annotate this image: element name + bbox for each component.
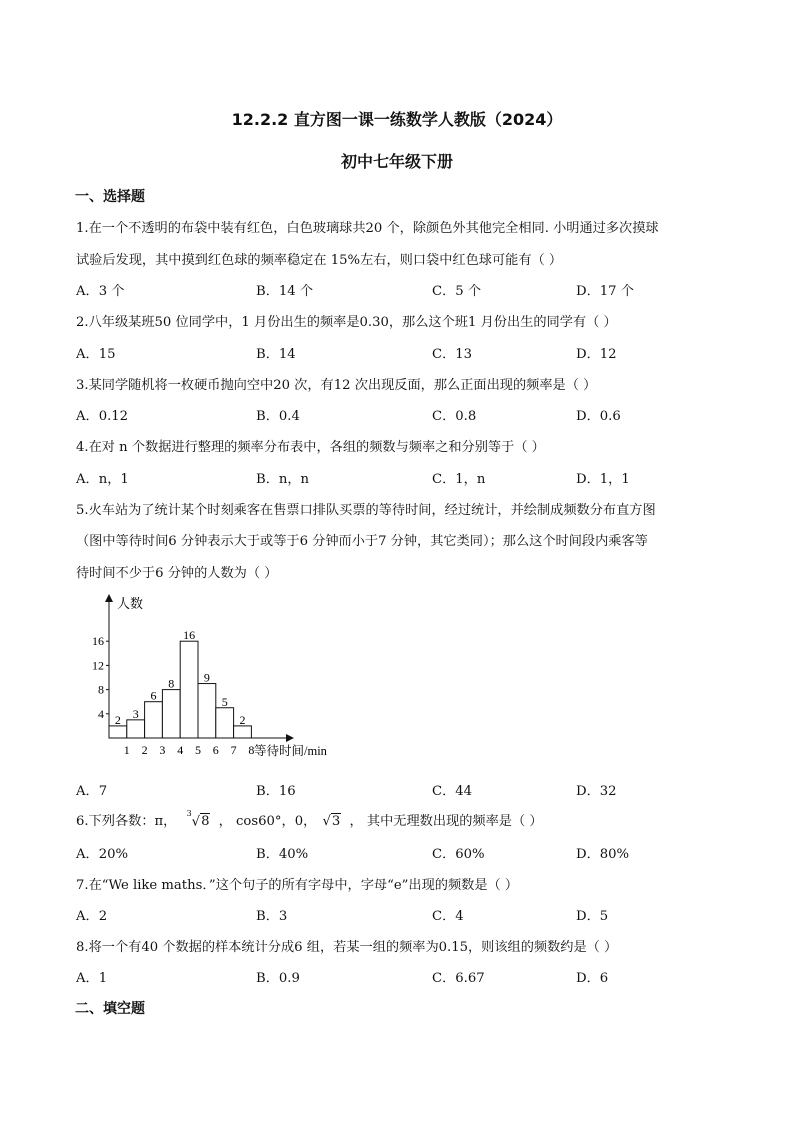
y-tick-label-4: 4 [98,706,104,721]
histogram-bar-8 [234,726,252,738]
histogram-bar-2 [127,720,145,738]
question-8-option-b: B．0.9 [256,971,300,986]
question-7-option-a: A．2 [76,909,108,924]
x-tick-label-2: 2 [141,743,148,757]
x-tick-label-6: 6 [212,743,219,757]
histogram-bar-4 [162,690,180,738]
y-tick-label-12: 12 [92,658,104,673]
radicand-3: 3 [331,814,341,829]
y-axis-title: 人数 [117,596,144,611]
cube-root-index: 3 [186,808,192,818]
histogram-bar-1 [109,726,127,738]
question-1-option-d: D．17 个 [576,284,634,299]
question-7-option-b: B．3 [256,909,288,924]
question-3-option-d: D．0.6 [576,409,621,424]
y-tick-label-16: 16 [92,634,104,649]
question-7-option-d: D．5 [576,909,609,924]
y-tick-label-8: 8 [98,682,104,697]
question-4-option-c: C．1，n [432,472,486,487]
histogram-bar-label-1: 2 [114,712,121,727]
histogram-bar-6 [198,684,216,738]
question-2-option-c: C．13 [432,347,473,362]
x-tick-label-5: 5 [195,743,201,757]
question-1-option-c: C．5 个 [432,284,482,299]
question-6-option-a: A．20% [76,847,129,862]
question-5-option-b: B．16 [256,784,296,799]
histogram-bar-7 [216,708,234,738]
question-5-line-1: 5.火车站为了统计某个时刻乘客在售票口排队买票的等待时间，经过统计，并绘制成频数分布直方图 [76,503,656,518]
radicand-8: 8 [201,814,210,829]
question-2-option-b: B．14 [256,347,296,362]
question-2-option-d: D．12 [576,347,617,362]
question-5-option-c: C．44 [432,784,473,799]
histogram-bar-5 [180,641,198,738]
histogram-bar-label-4: 8 [168,676,175,691]
x-tick-label-1: 1 [123,743,130,757]
histogram-chart [80,588,350,763]
question-6-option-c: C．60% [432,847,485,862]
question-6-option-d: D．80% [576,847,630,862]
cube-root-8 [186,808,211,829]
section-heading-fill-in: 二、填空题 [75,1001,145,1017]
question-5-option-a: A．7 [76,784,108,799]
question-6-option-b: B．40% [256,847,309,862]
question-6-text-part-3: ， 其中无理数出现的频率是（ ） [349,814,543,829]
question-4-option-b: B．n，n [256,472,310,487]
x-tick-label-8: 8 [248,743,255,757]
histogram-bar-label-3: 6 [150,688,157,703]
document-subtitle: 初中七年级下册 [340,152,453,171]
question-3-option-b: B．0.4 [256,409,300,424]
question-8-option-c: C．6.67 [432,971,485,986]
histogram-bar-3 [145,702,163,738]
question-5-option-d: D．32 [576,784,617,799]
question-6-text-part-2: ， cos60°，0， [218,814,317,829]
question-4-line-1: 4.在对 n 个数据进行整理的频率分布表中，各组的频数与频率之和分别等于（ ） [76,440,545,455]
question-2-line-1: 2.八年级某班50 位同学中，1 月份出生的频率是0.30，那么这个班1 月份出生的同学有（ ） [76,315,617,330]
x-tick-label-4: 4 [177,743,184,757]
histogram-bar-label-7: 5 [221,694,228,709]
x-tick-label-7: 7 [230,743,237,757]
question-4-option-a: A．n，1 [76,472,129,487]
question-1-option-b: B．14 个 [256,284,314,299]
histogram-bar-label-2: 3 [132,706,139,721]
question-8-option-a: A．1 [76,971,108,986]
question-7-option-c: C．4 [432,909,464,924]
histogram-bar-label-8: 2 [239,712,246,727]
question-3-line-1: 3.某同学随机将一枚硬币抛向空中20 次，有12 次出现反面，那么正面出现的频率是（ ） [76,378,597,393]
question-5-line-2: （图中等待时间6 分钟表示大于或等于6 分钟而小于7 分钟，其它类同）；那么这个时间段内乘客等 [76,534,648,549]
question-6-line-1 [76,810,543,829]
histogram-bar-label-6: 9 [203,670,210,685]
question-5-line-3: 待时间不少于6 分钟的人数为（ ） [76,566,278,581]
question-1-line-2: 试验后发现，其中摸到红色球的频率稳定在 15%左右，则口袋中红色球可能有（ ） [76,253,563,268]
radical-sign-icon: √ [322,814,331,829]
question-1-line-1: 1.在一个不透明的布袋中装有红色，白色玻璃球共20 个，除颜色外其他完全相同. 小明通过多次摸球 [76,221,659,236]
question-3-option-a: A．0.12 [76,409,129,424]
radical-sign-icon: √ [191,814,201,829]
question-4-option-d: D．1，1 [576,472,630,487]
question-7-line-1: 7.在“We like maths．”这个句子的所有字母中，字母“e”出现的频数是（ ） [76,878,519,893]
question-1-option-a: A．3 个 [76,284,125,299]
question-8-option-d: D．6 [576,971,609,986]
square-root-3 [323,814,342,829]
section-heading-choice: 一、选择题 [75,189,145,205]
x-tick-label-3: 3 [159,743,166,757]
question-6-text-part-1: 6.下列各数：π， [76,814,177,829]
question-3-option-c: C．0.8 [432,409,477,424]
x-axis-title: 等待时间/min [254,744,327,758]
question-2-option-a: A．15 [76,347,116,362]
question-8-line-1: 8.将一个有40 个数据的样本统计分成6 组，若某一组的频率为0.15，则该组的频数约是（ ） [76,940,618,955]
histogram-bar-label-5: 16 [183,628,196,643]
document-title: 12.2.2 直方图一课一练数学人教版（2024） [231,110,563,129]
